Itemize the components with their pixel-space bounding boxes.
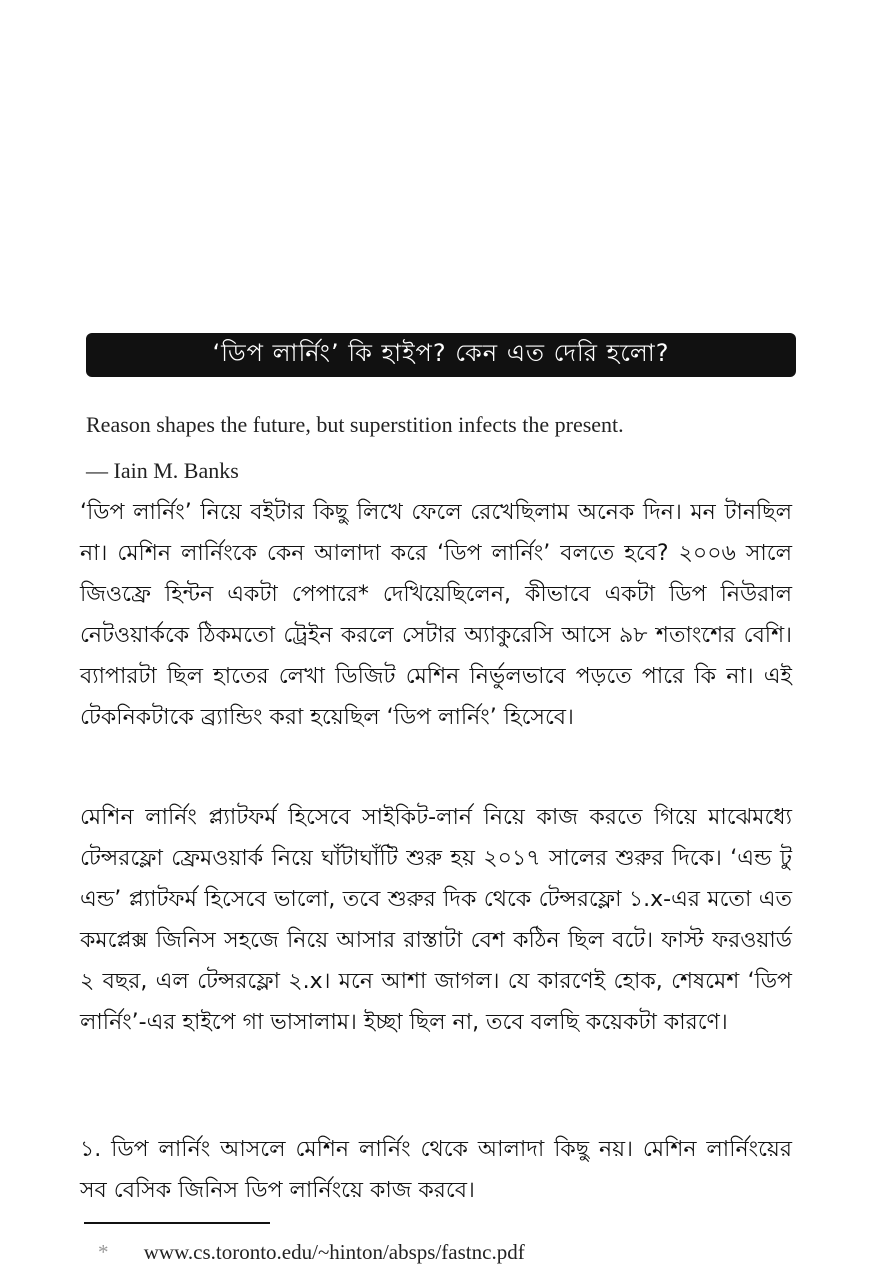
body-paragraph-1: ‘ডিপ লার্নিং’ নিয়ে বইটার কিছু লিখে ফেলে রেখেছিলাম অনেক দিন। মন টানছিল না। মেশিন লার্নিংকে কেন আলাদা করে ‘ডিপ লার্নিং’ বলতে হবে? ২০০৬ সালে জিওফ্রে হিন্টন একটা পেপারে* দেখিয়েছিলেন, কীভাবে একটা ডিপ নিউরাল নেটওয়ার্ককে ঠিকমতো ট্রেইন করলে সেটার অ্যাকুরেসি আসে ৯৮ শতাংশের বেশি। ব্যাপারটা ছিল হাতের লেখা ডিজিট মেশিন নির্ভুলভাবে পড়তে পারে কি না। এই টেকনিকটাকে ব্র্যান্ডিং করা হয়েছিল ‘ডিপ লার্নিং’ হিসেবে।	[80, 500, 792, 730]
footnote-divider	[84, 1222, 270, 1224]
epigraph-attribution: — Iain M. Banks	[86, 458, 239, 483]
section-title: ‘ডিপ লার্নিং’ কি হাইপ? কেন এত দেরি হলো?	[212, 339, 670, 367]
footnote-mark: *	[98, 1240, 109, 1264]
footnote-url[interactable]: www.cs.toronto.edu/~hinton/absps/fastnc.pdf	[143, 1240, 525, 1264]
body-paragraph-3: ১. ডিপ লার্নিং আসলে মেশিন লার্নিং থেকে আলাদা কিছু নয়। মেশিন লার্নিংয়ের সব বেসিক জিনিস ডিপ লার্নিংয়ে কাজ করবে।	[80, 1137, 792, 1203]
epigraph-quote: Reason shapes the future, but superstition infects the present.	[86, 412, 624, 437]
footnote	[98, 1240, 818, 1265]
section-title-bar	[86, 333, 796, 377]
body-paragraph-2: মেশিন লার্নিং প্ল্যাটফর্ম হিসেবে সাইকিট-লার্ন নিয়ে কাজ করতে গিয়ে মাঝেমধ্যে টেন্সরফ্লো ফ্রেমওয়ার্ক নিয়ে ঘাঁটাঘাঁটি শুরু হয় ২০১৭ সালের শুরুর দিকে। ‘এন্ড টু এন্ড’ প্ল্যাটফর্ম হিসেবে ভালো, তবে শুরুর দিক থেকে টেন্সরফ্লো ১.x-এর মতো এত কমপ্লেক্স জিনিস সহজে নিয়ে আসার রাস্তাটা বেশ কঠিন ছিল বটে। ফাস্ট ফরওয়ার্ড ২ বছর, এল টেন্সরফ্লো ২.x। মনে আশা জাগল। যে কারণেই হোক, শেষমেশ ‘ডিপ লার্নিং’-এর হাইপে গা ভাসালাম। ইচ্ছা ছিল না, তবে বলছি কয়েকটা কারণে।	[80, 805, 792, 1035]
